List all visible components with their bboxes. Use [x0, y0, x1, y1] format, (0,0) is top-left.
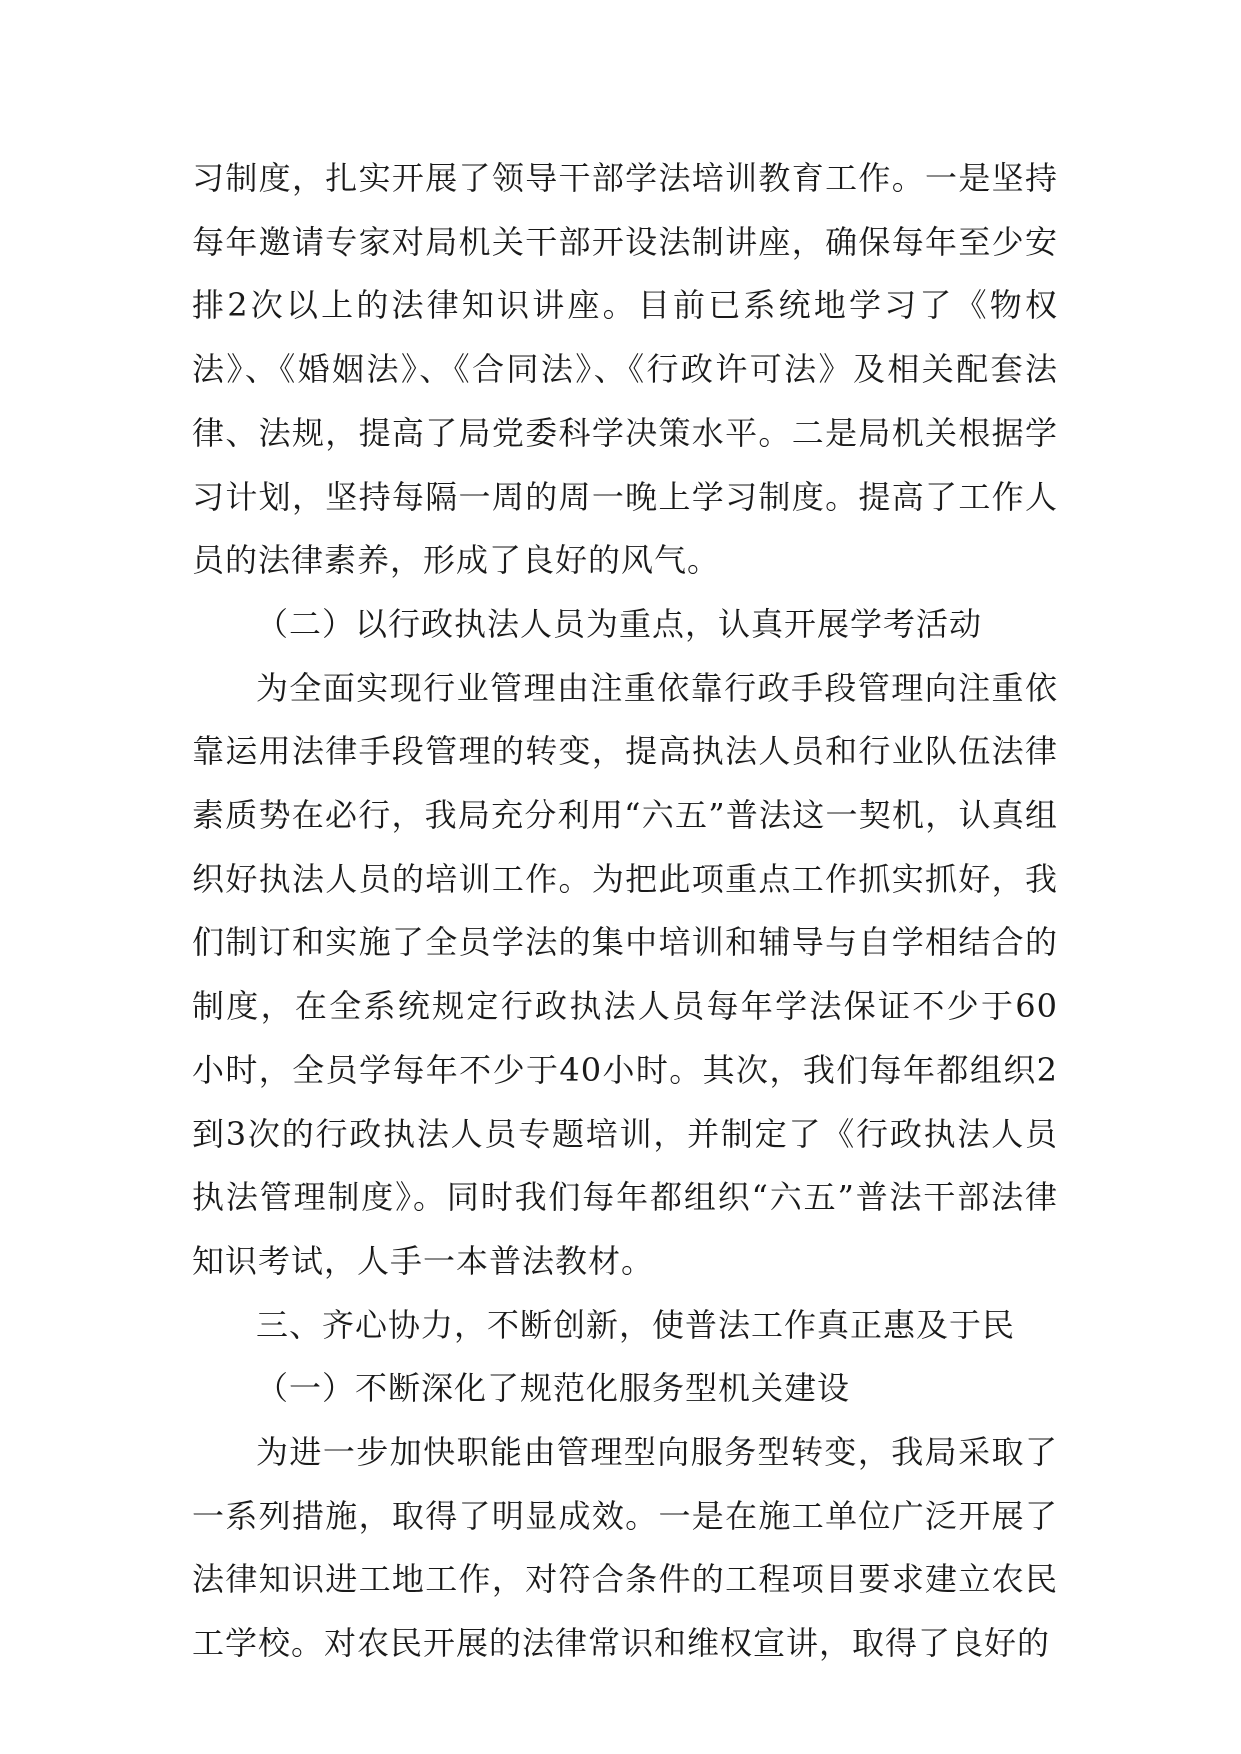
paragraph-study-system: 习制度，扎实开展了领导干部学法培训教育工作。一是坚持每年邀请专家对局机关干部开设法制讲座，确保每年至少安排2次以上的法律知识讲座。目前已系统地学习了《物权法》、《婚姻法》、《合同法》、《行政许可法》及相关配套法律、法规，提高了局党委科学决策水平。二是局机关根据学习计划，坚持每隔一周的周一晚上学习制度。提高了工作人员的法律素养，形成了良好的风气。 — [192, 159, 1058, 580]
section-heading-innovation: 三、齐心协力，不断创新，使普法工作真正惠及于民 — [256, 1305, 1016, 1344]
document-body — [192, 147, 1058, 1676]
paragraph-law-enforcement-training: 为全面实现行业管理由注重依靠行政手段管理向注重依靠运用法律手段管理的转变，提高执法人员和行业队伍法律素质势在必行，我局充分利用“六五”普法这一契机，认真组织好执法人员的培训工作。为把此项重点工作抓实抓好，我们制订和实施了全员学法的集中培训和辅导与自学相结合的制度，在全系统规定行政执法人员每年学法保证不少于60小时，全员学每年不少于40小时。其次，我们每年都组织2到3次的行政执法人员专题培训，并制定了《行政执法人员执法管理制度》。同时我们每年都组织“六五”普法干部法律知识考试，人手一本普法教材。 — [192, 668, 1058, 1280]
subsection-heading-service-organ: （一）不断深化了规范化服务型机关建设 — [256, 1369, 851, 1408]
section-heading-law-enforcement: （二）以行政执法人员为重点，认真开展学考活动 — [256, 604, 983, 643]
paragraph-service-transformation: 为进一步加快职能由管理型向服务型转变，我局采取了一系列措施，取得了明显成效。一是在施工单位广泛开展了法律知识进工地工作，对符合条件的工程项目要求建立农民工学校。对农民开展的法律常识和维权宣讲，取得了良好的 — [192, 1433, 1058, 1663]
